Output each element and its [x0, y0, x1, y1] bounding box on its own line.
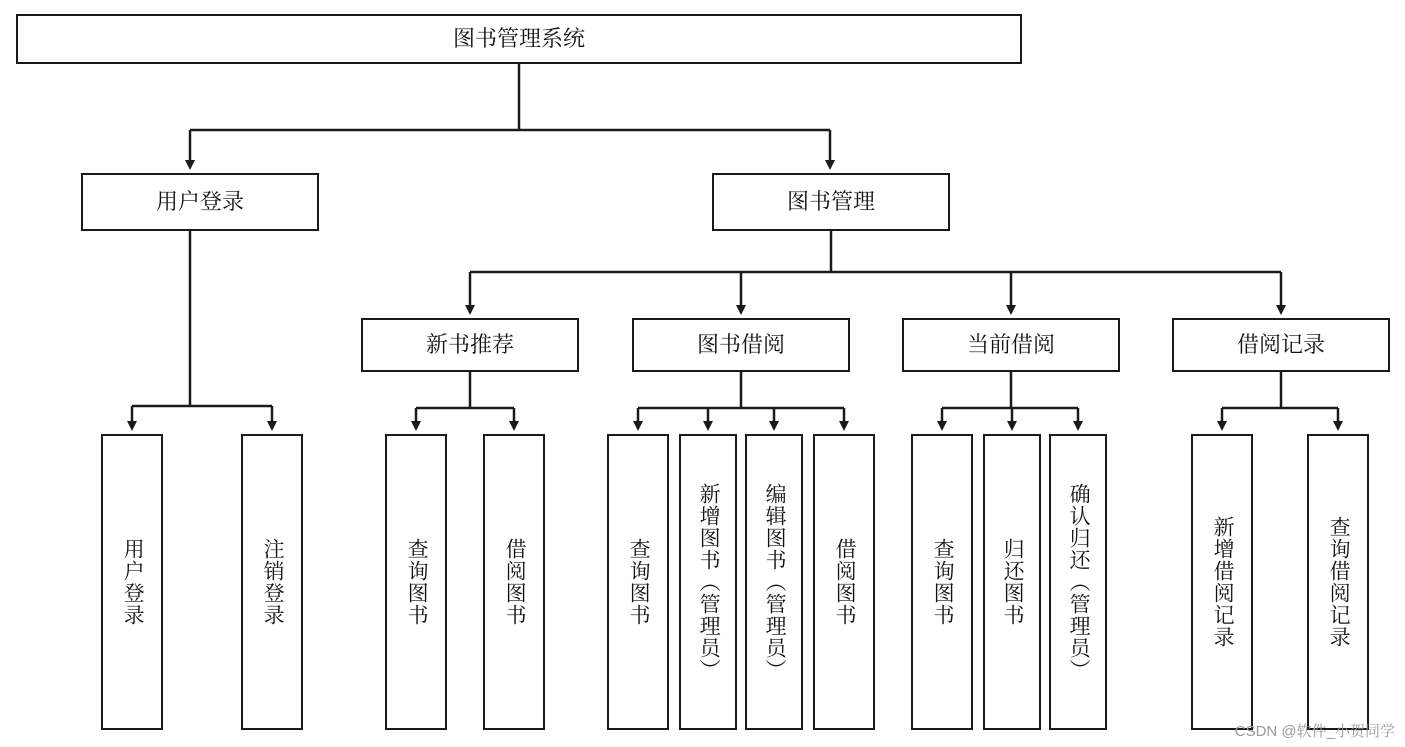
node-label: 查询借阅记录 — [1327, 516, 1351, 648]
node-book-management[interactable] — [712, 173, 950, 231]
node-leaf-borrow-book[interactable] — [813, 434, 875, 730]
node-label: 新增图书（管理员） — [697, 483, 721, 681]
node-leaf-query-borrow-record[interactable] — [1307, 434, 1369, 730]
node-label: 图书管理 — [786, 189, 875, 215]
node-leaf-add-borrow-record[interactable] — [1191, 434, 1253, 730]
node-label: 当前借阅 — [966, 332, 1055, 358]
node-label: 图书借阅 — [696, 332, 785, 358]
watermark: CSDN @软件_小贺同学 — [1234, 723, 1395, 740]
node-leaf-query-book-current[interactable] — [911, 434, 973, 730]
node-leaf-user-login[interactable] — [101, 434, 163, 730]
node-leaf-return-book[interactable] — [983, 434, 1041, 730]
node-label: 查询图书 — [931, 538, 955, 626]
node-label: 查询图书 — [627, 538, 651, 626]
node-leaf-edit-book-admin[interactable] — [745, 434, 803, 730]
node-new-book-recommend[interactable] — [361, 318, 579, 372]
node-book-borrow[interactable] — [632, 318, 850, 372]
node-label: 注销登录 — [261, 538, 285, 626]
node-leaf-query-book-new[interactable] — [385, 434, 447, 730]
node-leaf-logout[interactable] — [241, 434, 303, 730]
node-label: 新增借阅记录 — [1211, 516, 1235, 648]
node-label: 借阅图书 — [833, 538, 857, 626]
node-label: 归还图书 — [1001, 538, 1025, 626]
node-leaf-add-book-admin[interactable] — [679, 434, 737, 730]
node-borrow-records[interactable] — [1172, 318, 1390, 372]
node-label: 用户登录 — [155, 189, 244, 215]
node-current-borrow[interactable] — [902, 318, 1120, 372]
node-label: 借阅图书 — [503, 538, 527, 626]
node-leaf-borrow-book-new[interactable] — [483, 434, 545, 730]
node-user-login[interactable] — [81, 173, 319, 231]
node-label: 图书管理系统 — [452, 26, 585, 52]
node-label: 编辑图书（管理员） — [763, 483, 787, 681]
node-root[interactable] — [16, 14, 1022, 64]
node-label: 确认归还（管理员） — [1067, 483, 1091, 681]
node-label: 新书推荐 — [425, 332, 514, 358]
node-leaf-query-book-borrow[interactable] — [607, 434, 669, 730]
node-label: 查询图书 — [405, 538, 429, 626]
node-leaf-confirm-return-admin[interactable] — [1049, 434, 1107, 730]
node-label: 用户登录 — [121, 538, 145, 626]
node-label: 借阅记录 — [1236, 332, 1325, 358]
